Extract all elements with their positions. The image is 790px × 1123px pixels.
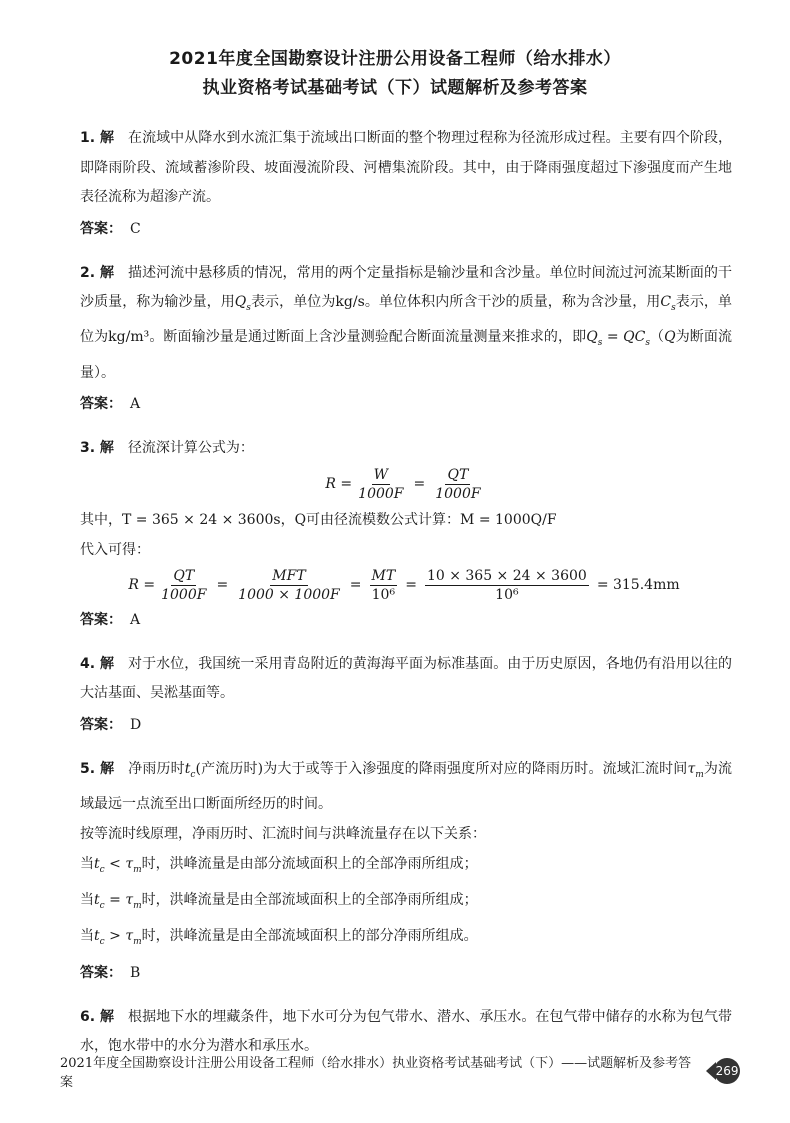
answer-label: 答案： — [80, 220, 122, 237]
q2-symbol-cs: $C_s$ — [660, 294, 676, 313]
q3-formula-1: R = $\frac{W}{1000F}$ = $\frac{QT}{1000F}$ — [325, 466, 481, 502]
q4-answer — [80, 715, 732, 735]
q5-case-2: 当$t_c = \tau_m$时，洪峰流量是由全部流域面积上的全部净雨所组成； — [80, 892, 478, 911]
q2-text-4: （ — [649, 329, 665, 346]
q5-explanation: 5. 解 净雨历时$t_c$(产流历时)为大于或等于入渗强度的降雨强度所对应的降雨历时。流域汇流时间$\tau_m$为流域最远一点流至出口断面所经历的时间。 — [80, 760, 733, 812]
page-title-line2: 执业资格考试基础考试（下）试题解析及参考答案 — [202, 78, 588, 98]
answer-label: 答案： — [80, 716, 122, 733]
q2-text-5: 为断面流量）。 — [80, 329, 732, 381]
q3-intro — [80, 434, 732, 464]
page-footer — [60, 1052, 740, 1090]
q5-line-2: 按等流时线原理，净雨历时、汇流时间与洪峰流量存在以下关系： — [80, 826, 486, 843]
q2-answer-value: A — [130, 396, 141, 413]
q5-answer — [80, 963, 732, 983]
q5-case-1: 当$t_c < \tau_m$时，洪峰流量是由部分流域面积上的全部净雨所组成； — [80, 856, 478, 876]
q2-answer — [80, 394, 732, 414]
q5-number: 5. 解 — [80, 760, 115, 777]
q2-text-1: 描述河流中悬移质的情况，常用的两个定量指标是输沙量和含沙量。单位时间流过河流某断面的干沙质量，称为输沙量，用 — [80, 264, 732, 310]
q1-text: 在流域中从降水到水流汇集于流域出口断面的整个物理过程称为径流形成过程。主要有四个阶段，即降雨阶段、流域蓄渗阶段、坡面漫流阶段、河槽集流阶段。其中，由于降雨强度超过下渗强度而产生地表径流称为超渗产流。 — [80, 130, 732, 205]
q2-text-3: 表示，单位为kg/m³。断面输沙量是通过断面上含沙量测验配合断面流量测量来推求的，即 — [80, 294, 732, 346]
q2-explanation: 2. 解 描述河流中悬移质的情况，常用的两个定量指标是输沙量和含沙量。单位时间流过河流某断面的干沙质量，称为输沙量，用$Q_s$表示，单位为kg/s。单位体积内所含干沙的质量，称为含沙量，用$C_s$表示，单位为kg/m³。断面输沙量是通过断面上含沙量测验配合断面流量测量来推求的，即$Q_s = QC_s(Q$为断面流量）。 — [80, 264, 732, 381]
q4-text: 对于水位，我国统一采用青岛附近的黄海海平面为标准基面。由于历史原因，各地仍有沿用以往的大沽基面、吴淞基面等。 — [80, 655, 732, 702]
q2-text-2: 表示，单位为kg/s。单位体积内所含干沙的质量，称为含沙量，用 — [250, 294, 661, 310]
answer-label: 答案： — [80, 396, 122, 413]
document-body — [80, 124, 732, 1062]
q6-number: 6. 解 — [80, 1008, 115, 1025]
q5-answer-value: B — [130, 964, 141, 981]
q1-answer — [80, 219, 732, 239]
q1-answer-value: C — [130, 220, 141, 237]
answer-label: 答案： — [80, 964, 122, 981]
q2-symbol-qs: $Q_s$ — [234, 294, 251, 313]
q3-answer-value: A — [130, 611, 141, 628]
page-number: 269 — [714, 1058, 740, 1084]
q2-formula: $Q_s = QC_s$ — [586, 329, 650, 349]
q3-intro-text: 径流深计算公式为： — [127, 440, 254, 457]
q1-explanation — [80, 124, 732, 213]
q4-explanation — [80, 650, 732, 709]
q5-case-3: 当$t_c > \tau_m$时，洪峰流量是由全部流域面积上的部分净雨所组成。 — [80, 927, 478, 947]
footer-text: 2021年度全国勘察设计注册公用设备工程师（给水排水）执业资格考试基础考试（下）——试题解析及参考答案 — [60, 1056, 692, 1090]
page-title-line1: 2021年度全国勘察设计注册公用设备工程师（给水排水） — [169, 49, 621, 69]
q3-line-2: 其中，T = 365 × 24 × 3600s，Q可由径流模数公式计算：M = 1000Q/F — [80, 511, 557, 528]
q2-number: 2. 解 — [80, 264, 115, 281]
q3-line-3: 代入可得： — [80, 541, 150, 558]
q3-answer — [80, 610, 732, 630]
q1-number: 1. 解 — [80, 130, 115, 146]
answer-label: 答案： — [80, 611, 122, 628]
q4-number: 4. 解 — [80, 655, 115, 672]
q3-number: 3. 解 — [80, 440, 114, 457]
q4-answer-value: D — [130, 716, 142, 733]
q3-formula-2: R = $\frac{QT}{1000F}$ = $\frac{\text{MFT}}{1000 \times 1000F}$ = $\frac{MT}{\text{10⁶}}$ = $\frac{10 \times 365 \times 24 \times 3600}{\text{10⁶}}$ = 315.4mm — [128, 567, 680, 603]
q6-text: 根据地下水的埋藏条件，地下水可分为包气带水、潜水、承压水。在包气带中储存的水称为包气带水，饱水带中的水分为潜水和承压水。 — [80, 1008, 732, 1055]
